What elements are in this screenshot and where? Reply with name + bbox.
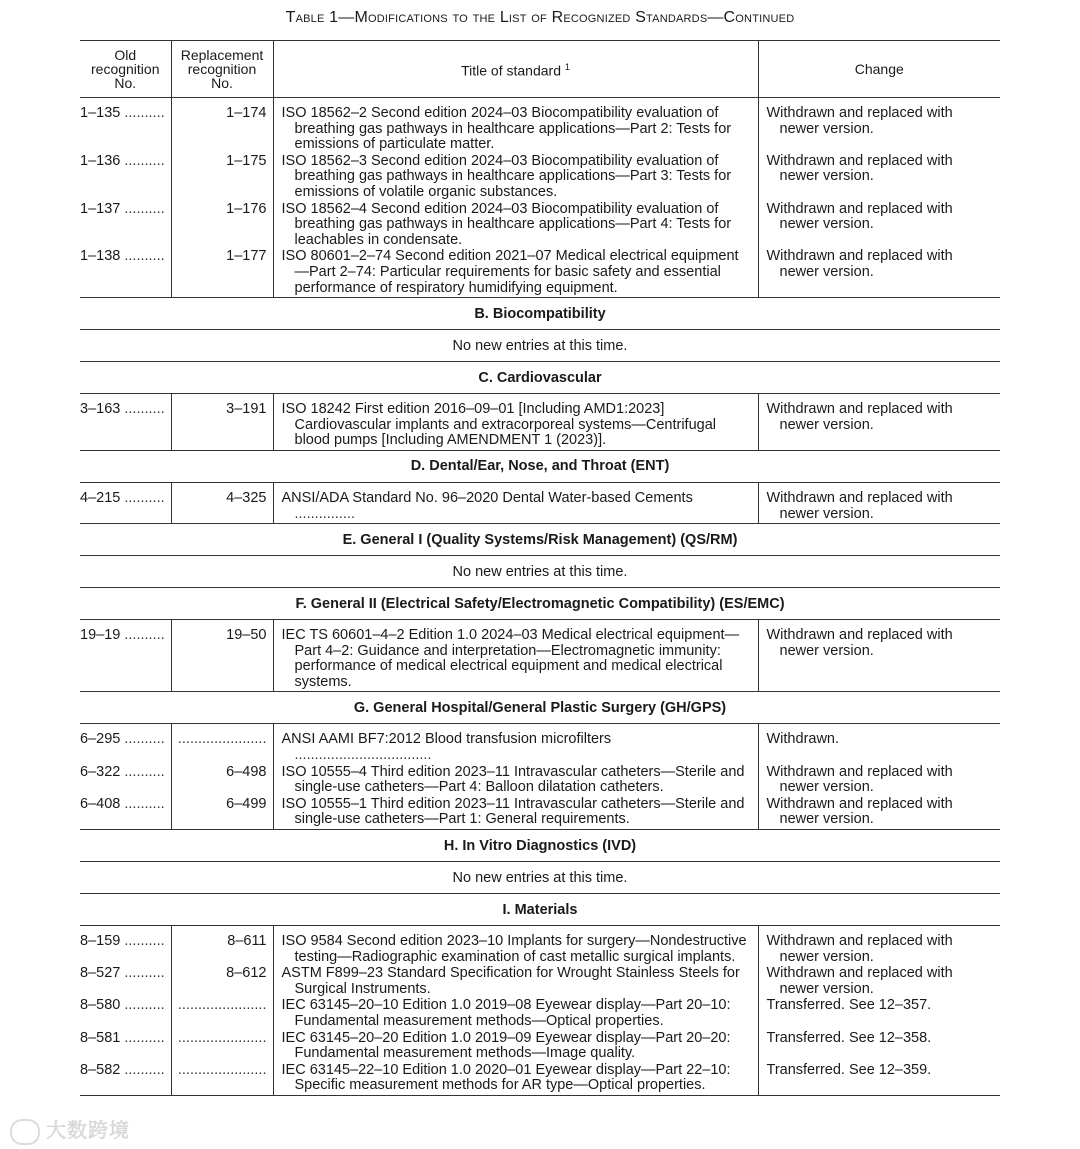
change-text: Withdrawn and replaced with newer version. [766, 627, 953, 659]
replacement-recognition-number: 6–498 [226, 763, 267, 780]
replacement-recognition-number: 8–611 [227, 933, 267, 950]
old-recognition-cell [80, 154, 171, 202]
section-heading: C. Cardiovascular [80, 362, 1000, 394]
old-recognition-cell [80, 1031, 171, 1063]
watermark [10, 1114, 130, 1145]
table-row [80, 394, 1000, 451]
standard-title: ISO 18562–3 Second edition 2024–03 Biocompatibility evaluation of breathing gas pathways in healthcare applications—Part 3: Tests for emissions of volatile organic substances. [281, 152, 732, 200]
change-text: Withdrawn and replaced with newer version. [766, 489, 953, 522]
replacement-recognition-cell [171, 620, 273, 692]
entry-group [80, 394, 1000, 451]
replacement-recognition-cell [171, 797, 273, 830]
old-recognition-cell [80, 482, 171, 523]
standard-title-block [282, 106, 752, 153]
standard-title-block [282, 1063, 752, 1094]
section-heading-group [80, 692, 1000, 724]
replacement-recognition-cell [171, 202, 273, 250]
change-cell [758, 926, 1000, 967]
title-cell [273, 926, 758, 967]
old-recognition-cell [80, 202, 171, 250]
replacement-recognition-cell [171, 154, 273, 202]
section-heading-group [80, 524, 1000, 556]
header-title-of-standard [273, 41, 758, 98]
section-note-group [80, 862, 1000, 894]
change-text: Withdrawn and replaced with newer version. [766, 248, 953, 280]
section-heading: E. General I (Quality Systems/Risk Management) (QS/RM) [80, 524, 1000, 556]
old-recognition-cell [80, 765, 171, 797]
old-recognition-cell [80, 966, 171, 998]
change-text: Withdrawn and replaced with newer version. [766, 965, 953, 997]
leader-dots: .......... [120, 795, 165, 812]
leader-dots: .......... [120, 489, 165, 506]
title-cell [273, 620, 758, 692]
leader-dots: .......... [120, 105, 165, 121]
replacement-recognition-cell [171, 966, 273, 998]
section-heading-row [80, 692, 1000, 724]
standard-title-block [282, 491, 752, 522]
leader-dots: ...................... [177, 997, 267, 1014]
replacement-recognition-number: 3–191 [226, 401, 267, 418]
table-row [80, 202, 1000, 250]
change-text: Transferred. See 12–359. [766, 1061, 932, 1078]
leader-dots: .......... [120, 152, 165, 169]
replacement-recognition-number: 4–325 [226, 489, 267, 506]
old-recognition-cell [80, 724, 171, 765]
replacement-recognition-number: 6–499 [226, 795, 267, 812]
old-recognition-number: 1–138 [80, 248, 121, 265]
table-row [80, 482, 1000, 523]
change-cell [758, 966, 1000, 998]
leader-dots: .......... [120, 965, 165, 982]
section-heading-row [80, 298, 1000, 330]
change-cell [758, 765, 1000, 797]
replacement-recognition-cell [171, 1031, 273, 1063]
title-cell [273, 249, 758, 297]
leader-dots: ...................... [177, 731, 267, 748]
table-row [80, 998, 1000, 1030]
section-heading-group [80, 894, 1000, 926]
standard-title-block [282, 202, 752, 249]
old-recognition-number: 1–135 [80, 105, 121, 121]
table-header [80, 41, 1000, 98]
old-recognition-number: 1–136 [80, 152, 121, 169]
standard-title-block [282, 732, 752, 763]
table-row [80, 966, 1000, 998]
replacement-recognition-number: 1–177 [226, 248, 267, 265]
section-note-row [80, 556, 1000, 588]
change-text: Withdrawn and replaced with newer version. [766, 152, 953, 185]
change-cell [758, 202, 1000, 250]
table-row [80, 98, 1000, 154]
change-cell [758, 154, 1000, 202]
standard-title: IEC 63145–20–10 Edition 1.0 2019–08 Eyewear display—Part 20–10: Fundamental measurement methods—Optical properties. [281, 997, 731, 1029]
change-text: Transferred. See 12–357. [766, 997, 932, 1014]
header-old-recognition: Old recognition No. [80, 41, 171, 98]
replacement-recognition-number: 19–50 [226, 627, 267, 644]
table-row [80, 724, 1000, 765]
replacement-recognition-number: 1–175 [226, 152, 267, 169]
title-cell [273, 98, 758, 154]
old-recognition-cell [80, 797, 171, 830]
section-note-group [80, 556, 1000, 588]
table-row [80, 765, 1000, 797]
replacement-recognition-cell [171, 482, 273, 523]
old-recognition-number: 3–163 [80, 401, 121, 418]
section-heading-row [80, 362, 1000, 394]
leader-dots: .......... [120, 1061, 165, 1078]
section-heading-row [80, 588, 1000, 620]
leader-dots: .......... [120, 200, 165, 217]
standards-table [80, 40, 1000, 1096]
old-recognition-cell [80, 926, 171, 967]
title-cell [273, 797, 758, 830]
leader-dots: .......... [120, 997, 165, 1014]
title-cell [273, 202, 758, 250]
standard-title: ASTM F899–23 Standard Specification for Wrought Stainless Steels for Surgical Instruments. [281, 965, 740, 997]
section-heading-row [80, 894, 1000, 926]
replacement-recognition-cell [171, 998, 273, 1030]
old-recognition-cell [80, 620, 171, 692]
header-replacement-recognition: Replacement recognition No. [171, 41, 273, 98]
change-text: Withdrawn and replaced with newer version. [766, 105, 953, 137]
leader-dots: .......... [120, 763, 165, 780]
table-caption: Table 1—Modifications to the List of Recognized Standards—Continued [285, 9, 795, 26]
table-row [80, 154, 1000, 202]
standard-title-block [282, 765, 752, 796]
old-recognition-number: 6–408 [80, 795, 121, 812]
standard-title-block [282, 249, 752, 296]
old-recognition-cell [80, 98, 171, 154]
header-title-label: Title of standard [461, 62, 561, 79]
change-text: Withdrawn and replaced with newer version. [766, 763, 953, 796]
standard-title: IEC TS 60601–4–2 Edition 1.0 2024–03 Medical electrical equipment—Part 4–2: Guidance and interpretation—Electromagnetic immunity: performance of medical electrical equipment and medical electrical systems. [281, 627, 740, 690]
section-heading-row [80, 450, 1000, 482]
table-row [80, 249, 1000, 297]
replacement-recognition-cell [171, 98, 273, 154]
section-heading-group [80, 362, 1000, 394]
change-text: Withdrawn and replaced with newer version. [766, 795, 953, 828]
replacement-recognition-cell [171, 765, 273, 797]
standard-title-block [282, 154, 752, 201]
leader-dots: .......... [120, 627, 165, 644]
section-note-row [80, 862, 1000, 894]
old-recognition-number: 6–295 [80, 731, 121, 748]
footnote-marker: 1 [564, 62, 570, 73]
standard-title-block [282, 998, 752, 1029]
section-heading-group [80, 298, 1000, 330]
entry-group [80, 98, 1000, 298]
standard-title-block [282, 402, 752, 449]
change-cell [758, 249, 1000, 297]
old-recognition-number: 8–527 [80, 965, 121, 982]
watermark-logo-icon [10, 1119, 40, 1145]
change-text: Withdrawn and replaced with newer version. [766, 401, 953, 433]
old-recognition-cell [80, 998, 171, 1030]
old-recognition-cell [80, 249, 171, 297]
section-heading-row [80, 830, 1000, 862]
standard-title: ISO 18562–2 Second edition 2024–03 Biocompatibility evaluation of breathing gas pathways in healthcare applications—Part 2: Tests for emissions of particulate matter. [281, 105, 732, 153]
standard-title: ANSI AAMI BF7:2012 Blood transfusion microfilters [281, 731, 612, 748]
standard-title: ISO 18242 First edition 2016–09–01 [Including AMD1:2023] Cardiovascular implants and extracorporeal systems—Centrifugal blood pumps [Including AMENDMENT 1 (2023)]. [281, 401, 716, 449]
standard-title: ISO 80601–2–74 Second edition 2021–07 Medical electrical equipment—Part 2–74: Particular requirements for basic safety and essential performance of respiratory humidifying equipment. [281, 248, 739, 296]
standard-title: ISO 18562–4 Second edition 2024–03 Biocompatibility evaluation of breathing gas pathways in healthcare applications—Part 4: Tests for leachables in condensate. [281, 200, 732, 248]
old-recognition-number: 8–580 [80, 997, 121, 1014]
old-recognition-number: 19–19 [80, 627, 121, 644]
section-heading: F. General II (Electrical Safety/Electromagnetic Compatibility) (ES/EMC) [80, 588, 1000, 620]
old-recognition-number: 8–581 [80, 1029, 121, 1046]
standard-title: ANSI/ADA Standard No. 96–2020 Dental Water-based Cements [281, 489, 693, 506]
change-text: Withdrawn and replaced with newer version. [766, 933, 953, 965]
title-cell [273, 724, 758, 765]
standard-title: IEC 63145–20–20 Edition 1.0 2019–09 Eyewear display—Part 20–20: Fundamental measurement methods—Image quality. [281, 1029, 731, 1062]
section-heading: D. Dental/Ear, Nose, and Throat (ENT) [80, 450, 1000, 482]
change-cell [758, 1063, 1000, 1096]
table-row [80, 797, 1000, 830]
old-recognition-number: 8–159 [80, 933, 121, 950]
standard-title-block [282, 966, 752, 997]
change-cell [758, 98, 1000, 154]
table-row [80, 1031, 1000, 1063]
old-recognition-cell [80, 1063, 171, 1096]
entry-group [80, 620, 1000, 692]
leader-dots: .................................. [294, 747, 432, 764]
change-cell [758, 998, 1000, 1030]
header-change: Change [758, 41, 1000, 98]
old-recognition-cell [80, 394, 171, 451]
replacement-recognition-cell [171, 249, 273, 297]
no-entries-note: No new entries at this time. [80, 556, 1000, 588]
old-recognition-number: 6–322 [80, 763, 121, 780]
title-cell [273, 394, 758, 451]
title-cell [273, 765, 758, 797]
old-recognition-number: 1–137 [80, 200, 121, 217]
watermark-text: 大数跨境 [46, 1120, 130, 1142]
leader-dots: ...................... [177, 1029, 267, 1046]
section-heading: G. General Hospital/General Plastic Surgery (GH/GPS) [80, 692, 1000, 724]
change-cell [758, 1031, 1000, 1063]
title-cell [273, 1063, 758, 1096]
standard-title: IEC 63145–22–10 Edition 1.0 2020–01 Eyewear display—Part 22–10: Specific measurement methods for AR type—Optical properties. [281, 1061, 731, 1094]
table-row [80, 620, 1000, 692]
title-cell [273, 998, 758, 1030]
old-recognition-number: 8–582 [80, 1061, 121, 1078]
replacement-recognition-cell [171, 926, 273, 967]
leader-dots: .......... [120, 1029, 165, 1046]
change-cell [758, 724, 1000, 765]
standard-title: ISO 10555–1 Third edition 2023–11 Intravascular catheters—Sterile and single-use catheters—Part 1: General requirements. [281, 795, 745, 828]
leader-dots: .......... [120, 731, 165, 748]
section-heading-group [80, 450, 1000, 482]
leader-dots: .......... [120, 248, 165, 265]
leader-dots: ............... [294, 505, 355, 522]
change-text: Withdrawn and replaced with newer version. [766, 200, 953, 233]
change-cell [758, 620, 1000, 692]
title-cell [273, 154, 758, 202]
change-text: Withdrawn. [766, 731, 840, 748]
section-heading-group [80, 830, 1000, 862]
entry-group [80, 926, 1000, 1096]
entry-group [80, 724, 1000, 830]
no-entries-note: No new entries at this time. [80, 862, 1000, 894]
change-cell [758, 394, 1000, 451]
no-entries-note: No new entries at this time. [80, 330, 1000, 362]
standard-title: ISO 10555–4 Third edition 2023–11 Intravascular catheters—Sterile and single-use catheters—Part 4: Balloon dilatation catheters. [281, 763, 745, 796]
section-note-row [80, 330, 1000, 362]
leader-dots: .......... [120, 401, 165, 418]
standard-title-block [282, 934, 752, 965]
section-heading: B. Biocompatibility [80, 298, 1000, 330]
change-cell [758, 482, 1000, 523]
replacement-recognition-number: 1–174 [226, 105, 267, 121]
entry-group [80, 482, 1000, 523]
standard-title-block [282, 628, 752, 690]
title-cell [273, 966, 758, 998]
section-heading: H. In Vitro Diagnostics (IVD) [80, 830, 1000, 862]
replacement-recognition-cell [171, 1063, 273, 1096]
leader-dots: ...................... [177, 1061, 267, 1078]
standard-title: ISO 9584 Second edition 2023–10 Implants for surgery—Nondestructive testing—Radiographic examination of cast metallic surgical implants. [281, 933, 747, 965]
replacement-recognition-cell [171, 724, 273, 765]
change-text: Transferred. See 12–358. [766, 1029, 932, 1046]
standard-title-block [282, 1031, 752, 1062]
replacement-recognition-number: 8–612 [226, 965, 267, 982]
standard-title-block [282, 797, 752, 828]
section-heading-row [80, 524, 1000, 556]
title-cell [273, 482, 758, 523]
leader-dots: .......... [120, 933, 165, 950]
section-heading: I. Materials [80, 894, 1000, 926]
replacement-recognition-number: 1–176 [226, 200, 267, 217]
section-note-group [80, 330, 1000, 362]
change-cell [758, 797, 1000, 830]
table-row [80, 1063, 1000, 1096]
replacement-recognition-cell [171, 394, 273, 451]
title-cell [273, 1031, 758, 1063]
table-row [80, 926, 1000, 967]
old-recognition-number: 4–215 [80, 489, 121, 506]
section-heading-group [80, 588, 1000, 620]
